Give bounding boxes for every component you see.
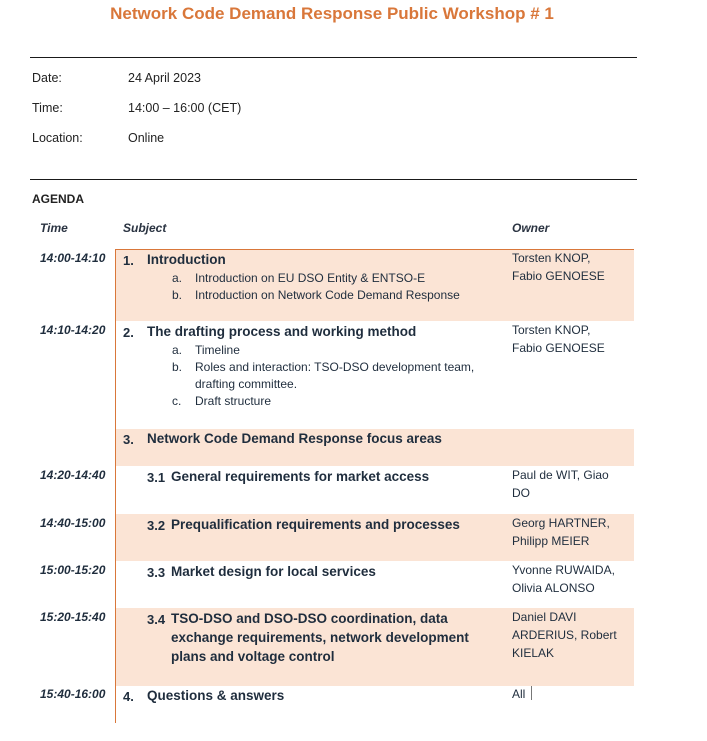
row-owner-line: Philipp MEIER	[512, 534, 590, 548]
sub-item-text-continued: drafting committee.	[195, 377, 298, 391]
row-subject-line: exchange requirements, network development	[171, 630, 469, 645]
row-owner-line: Paul de WIT, Giao	[512, 468, 609, 482]
row-owner-line: ARDERIUS, Robert	[512, 628, 617, 642]
row-time: 15:40-16:00	[40, 687, 106, 701]
row-subject: Questions & answers	[147, 688, 285, 703]
agenda-heading: AGENDA	[32, 192, 85, 206]
row-subject: Network Code Demand Response focus areas	[147, 431, 442, 446]
sub-item-letter: c.	[172, 394, 182, 408]
sub-item-text: Draft structure	[195, 394, 272, 408]
date-value: 24 April 2023	[128, 71, 201, 85]
row-number: 3.2	[147, 518, 166, 533]
location-label: Location:	[32, 131, 83, 145]
row-time: 14:40-15:00	[40, 516, 106, 530]
row-subject: Prequalification requirements and processes	[171, 517, 460, 532]
row-owner-line: Yvonne RUWAIDA,	[512, 563, 615, 577]
row-subject: General requirements for market access	[171, 469, 430, 484]
row-number: 3.4	[147, 612, 166, 627]
row-subject-line: TSO-DSO and DSO-DSO coordination, data	[171, 611, 448, 626]
sub-item-letter: a.	[172, 271, 183, 285]
document-title: Network Code Demand Response Public Workshop # 1	[110, 4, 554, 23]
row-owner-line: All	[512, 687, 526, 701]
top-divider	[30, 57, 637, 58]
sub-item-text: Introduction on Network Code Demand Response	[195, 288, 460, 302]
sub-item-letter: b.	[172, 360, 183, 374]
row-owner-line: Daniel DAVI	[512, 610, 577, 624]
row-time: 15:00-15:20	[40, 563, 106, 577]
row-number: 1.	[123, 253, 134, 268]
row-owner-line: Fabio GENOESE	[512, 269, 605, 283]
text-cursor	[531, 686, 532, 700]
row-time: 14:00-14:10	[40, 251, 106, 265]
column-header-time: Time	[40, 221, 68, 235]
row-time: 14:20-14:40	[40, 468, 106, 482]
row-owner-line: Olivia ALONSO	[512, 581, 595, 595]
sub-item-letter: a.	[172, 343, 183, 357]
sub-item-text: Introduction on EU DSO Entity & ENTSO-E	[195, 271, 426, 285]
date-label: Date:	[32, 71, 62, 85]
row-subject: Introduction	[147, 252, 226, 267]
column-header-subject: Subject	[123, 221, 167, 235]
row-owner-line: DO	[512, 486, 530, 500]
row-owner-line: Torsten KNOP,	[512, 323, 591, 337]
row-number: 3.1	[147, 470, 166, 485]
sub-item-letter: b.	[172, 288, 183, 302]
row-owner-line: Fabio GENOESE	[512, 341, 605, 355]
time-value: 14:00 – 16:00 (CET)	[128, 101, 242, 115]
agenda-divider	[30, 179, 637, 180]
row-subject: The drafting process and working method	[147, 324, 417, 339]
row-owner-line: KIELAK	[512, 646, 555, 660]
row-owner-line: Torsten KNOP,	[512, 251, 591, 265]
row-number: 3.3	[147, 565, 166, 580]
row-number: 3.	[123, 432, 134, 447]
row-subject: Market design for local services	[171, 564, 376, 579]
row-number: 2.	[123, 325, 134, 340]
column-header-owner: Owner	[512, 221, 550, 235]
table-vertical-rule	[115, 249, 116, 723]
location-value: Online	[128, 131, 165, 145]
row-time: 15:20-15:40	[40, 610, 106, 624]
row-number: 4.	[123, 689, 134, 704]
row-owner-line: Georg HARTNER,	[512, 516, 610, 530]
sub-item-text: Timeline	[195, 343, 240, 357]
row-subject-line: plans and voltage control	[171, 649, 335, 664]
sub-item-text: Roles and interaction: TSO-DSO development team,	[195, 360, 475, 374]
time-label: Time:	[32, 101, 63, 115]
row-owner-cell[interactable]	[512, 685, 532, 703]
row-time: 14:10-14:20	[40, 323, 106, 337]
